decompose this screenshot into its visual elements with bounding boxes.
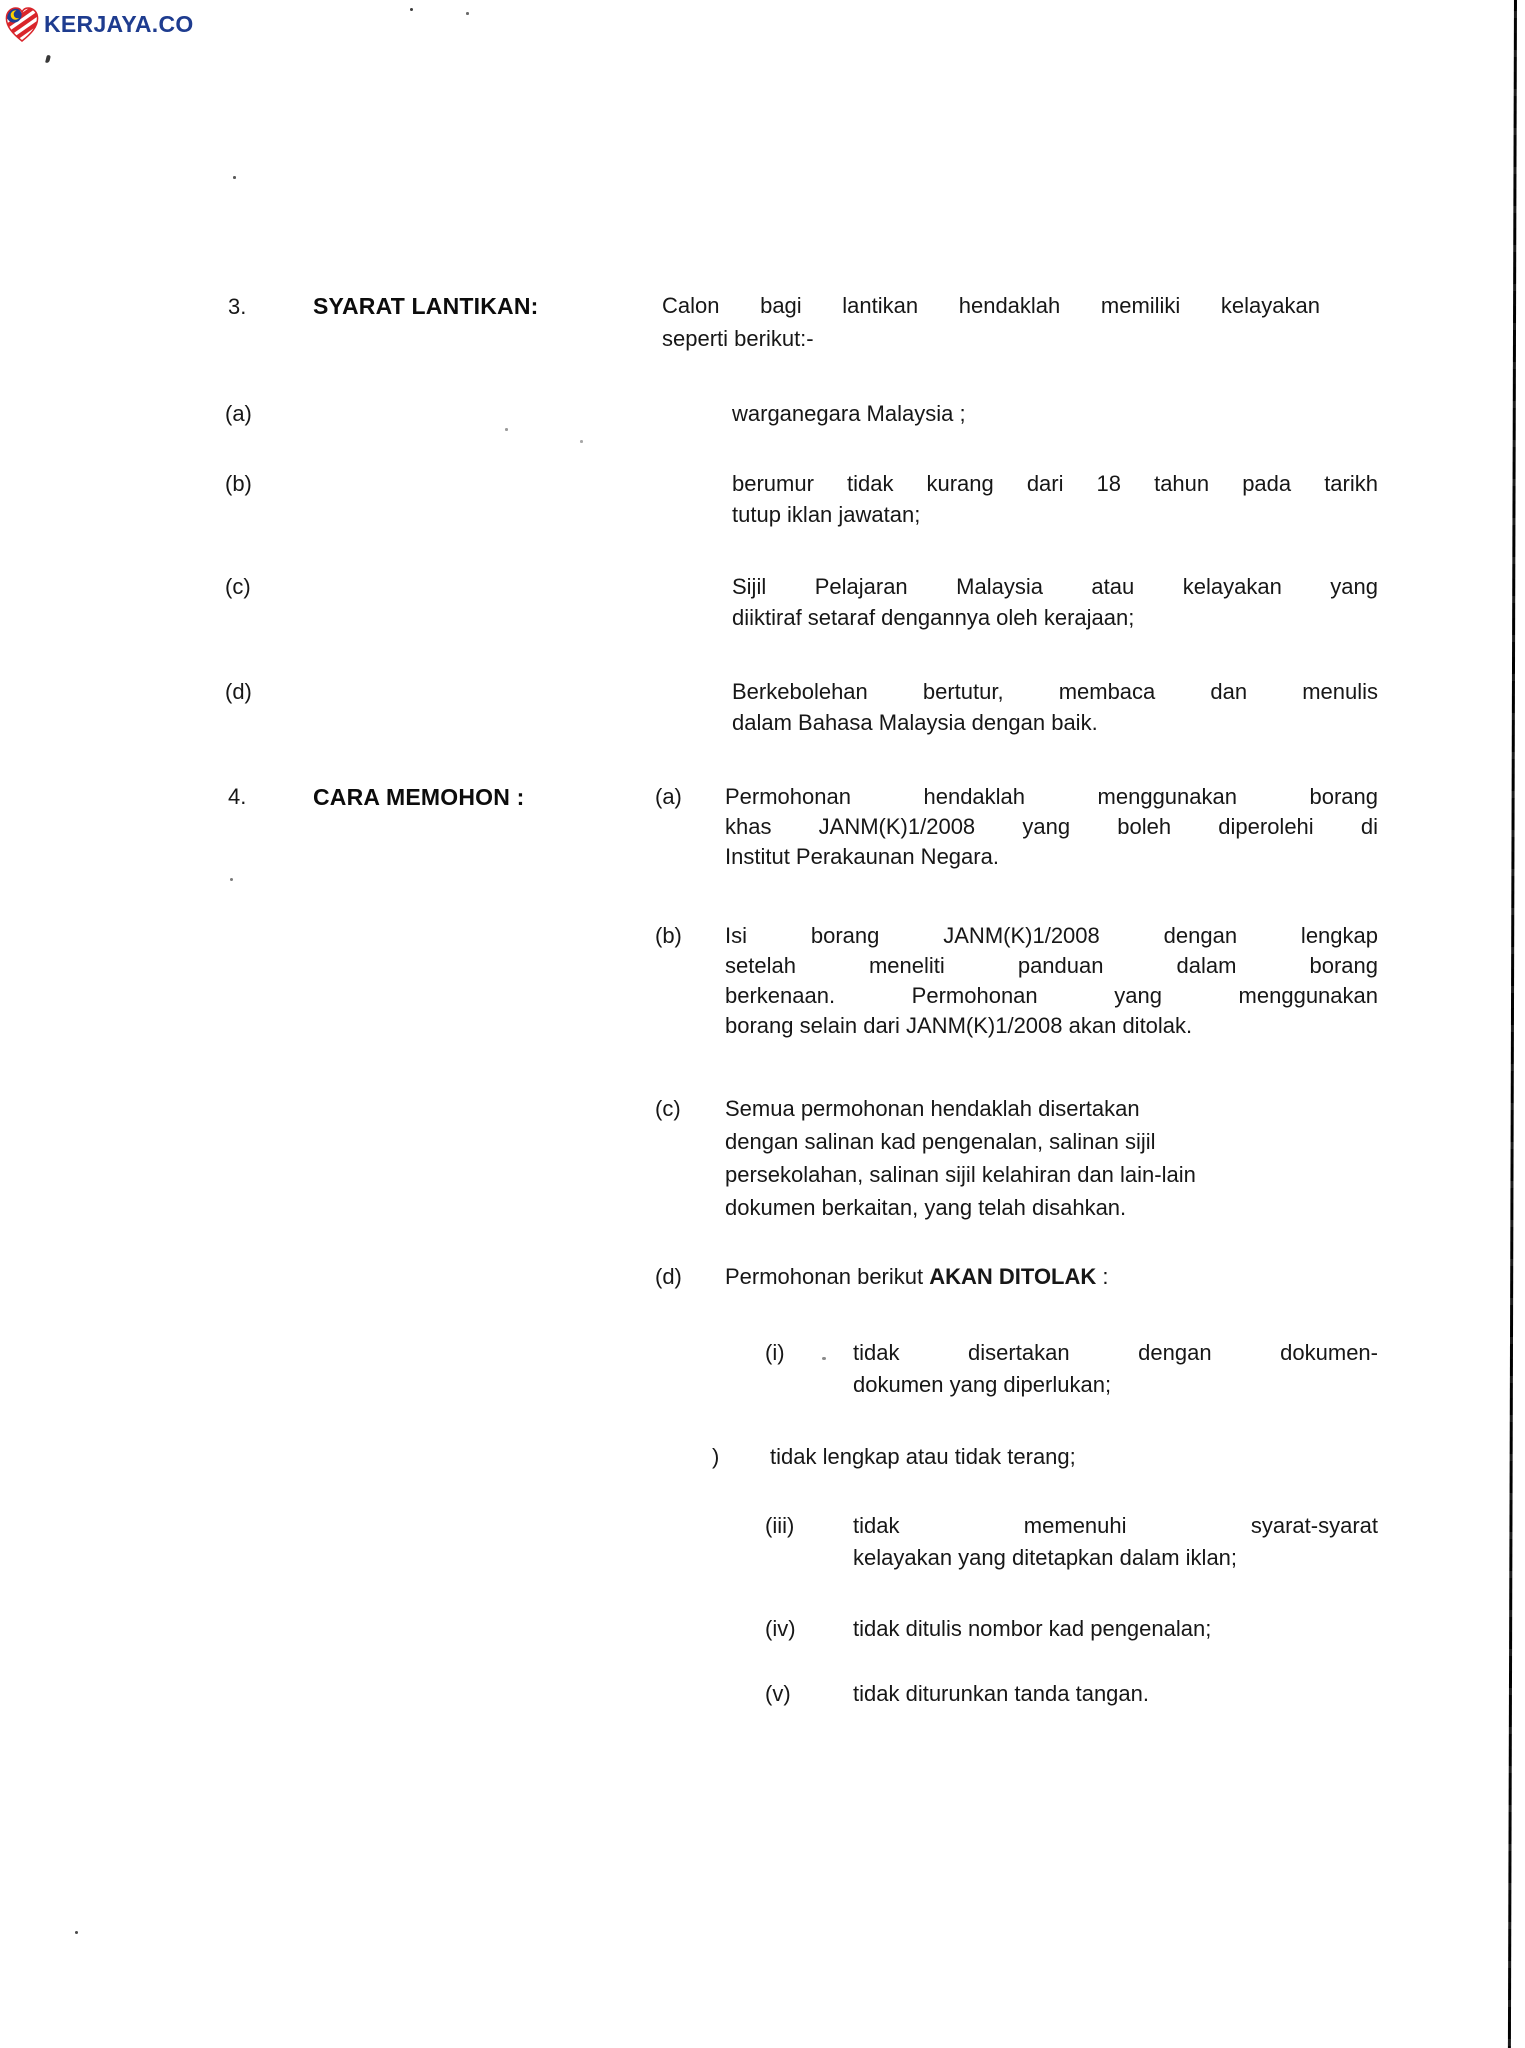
item-3a-text [732,398,1378,429]
item-label: (b) [225,471,252,496]
section3-intro [662,289,1320,355]
text-line: tutup iklan jawatan; [732,502,921,527]
item-label: (c) [655,1096,681,1121]
text-segment: Permohonan berikut [725,1264,930,1289]
text-line: Isi borang JANM(K)1/2008 dengan lengkap [725,923,1378,948]
text-line: tidak ditulis nombor kad pengenalan; [853,1616,1212,1641]
scan-speck [505,428,508,431]
item-3c-text [732,571,1378,633]
kerjaya-logo [5,4,194,44]
item-label: (d) [655,1264,682,1289]
text-line [725,1261,1385,1292]
scan-speck [580,440,583,443]
item-3c-label [225,571,251,602]
text-line: Sijil Pelajaran Malaysia atau kelayakan yang [732,574,1378,599]
item-4a-text [725,782,1378,872]
subitem-iv-label [765,1613,796,1645]
item-label: ) [712,1444,720,1469]
text-line: tidak memenuhi syarat-syarat [853,1513,1378,1538]
item-4b-text [725,921,1378,1041]
section4-heading [313,782,525,812]
scan-speck [75,1931,78,1934]
text-line: Calon bagi lantikan hendaklah memiliki kelayakan [662,293,1320,318]
item-label: (v) [765,1681,791,1706]
item-label: (iii) [765,1513,795,1538]
text-line: dalam Bahasa Malaysia dengan baik. [732,710,1098,735]
scan-speck [410,8,413,11]
item-4b-label [655,921,682,951]
item-3b-text [732,468,1378,530]
subitem-iii-text [853,1510,1378,1574]
section3-heading [313,290,539,323]
section-heading-text: SYARAT LANTIKAN: [313,293,539,319]
scan-speck [822,1357,826,1360]
item-4c-text [725,1092,1385,1224]
text-line: dokumen berkaitan, yang telah disahkan. [725,1195,1127,1220]
scan-mark-artifact [45,55,50,64]
text-line: dengan salinan kad pengenalan, salinan sijil [725,1129,1156,1154]
text-line: setelah meneliti panduan dalam borang [725,953,1378,978]
scan-edge-line-artifact [1508,0,1517,2048]
section3-number [228,290,246,323]
item-4c-label [655,1092,681,1125]
text-line: dokumen yang diperlukan; [853,1372,1112,1397]
scan-speck [230,878,233,881]
section-number-text: 3. [228,294,247,319]
item-3b-label [225,468,252,499]
subitem-v-label [765,1678,791,1710]
item-3d-text [732,676,1378,738]
text-line: Permohonan hendaklah menggunakan borang [725,784,1378,809]
text-segment: : [1096,1264,1109,1289]
item-3a-label [225,398,252,429]
item-3d-label [225,676,252,707]
scan-speck [466,12,469,15]
scan-speck [233,176,236,179]
text-line: warganegara Malaysia ; [732,401,966,426]
item-4a-label [655,782,682,812]
section-number-text: 4. [228,784,247,809]
item-label: (iv) [765,1616,796,1641]
item-label: (i) [765,1340,785,1365]
subitem-ii-text [770,1441,1076,1473]
subitem-iii-label [765,1510,794,1542]
item-label: (c) [225,574,251,599]
item-label: (a) [225,401,252,426]
text-line: seperti berikut:- [662,326,814,351]
text-line: Semua permohonan hendaklah disertakan [725,1096,1140,1121]
subitem-ii-label [712,1441,719,1473]
text-line: tidak diturunkan tanda tangan. [853,1681,1150,1706]
item-4d-label [655,1261,682,1292]
item-label: (d) [225,679,252,704]
subitem-i-label [765,1337,785,1369]
subitem-i-text [853,1337,1378,1401]
text-line: Berkebolehan bertutur, membaca dan menulis [732,679,1378,704]
text-line: tidak disertakan dengan dokumen- [853,1340,1378,1365]
text-line: persekolahan, salinan sijil kelahiran dan lain-lain [725,1162,1196,1187]
item-label: (a) [655,784,682,809]
text-line: tidak lengkap atau tidak terang; [770,1444,1076,1469]
malaysia-heart-flag-icon [5,6,39,43]
text-line: kelayakan yang ditetapkan dalam iklan; [853,1545,1238,1570]
text-line: Institut Perakaunan Negara. [725,844,999,869]
subitem-v-text [853,1678,1149,1710]
text-line: diiktiraf setaraf dengannya oleh kerajaan; [732,605,1135,630]
section4-number [228,782,246,812]
item-4d-text [725,1261,1385,1292]
section-heading-text: CARA MEMOHON : [313,784,525,810]
subitem-iv-text [853,1613,1211,1645]
text-line: borang selain dari JANM(K)1/2008 akan ditolak. [725,1013,1193,1038]
text-line: berumur tidak kurang dari 18 tahun pada tarikh [732,471,1378,496]
text-line: berkenaan. Permohonan yang menggunakan [725,983,1378,1008]
emphasized-text: AKAN DITOLAK [929,1264,1097,1289]
kerjaya-logo-text: KERJAYA.CO [44,10,194,37]
text-line: khas JANM(K)1/2008 yang boleh diperolehi di [725,814,1378,839]
item-label: (b) [655,923,682,948]
